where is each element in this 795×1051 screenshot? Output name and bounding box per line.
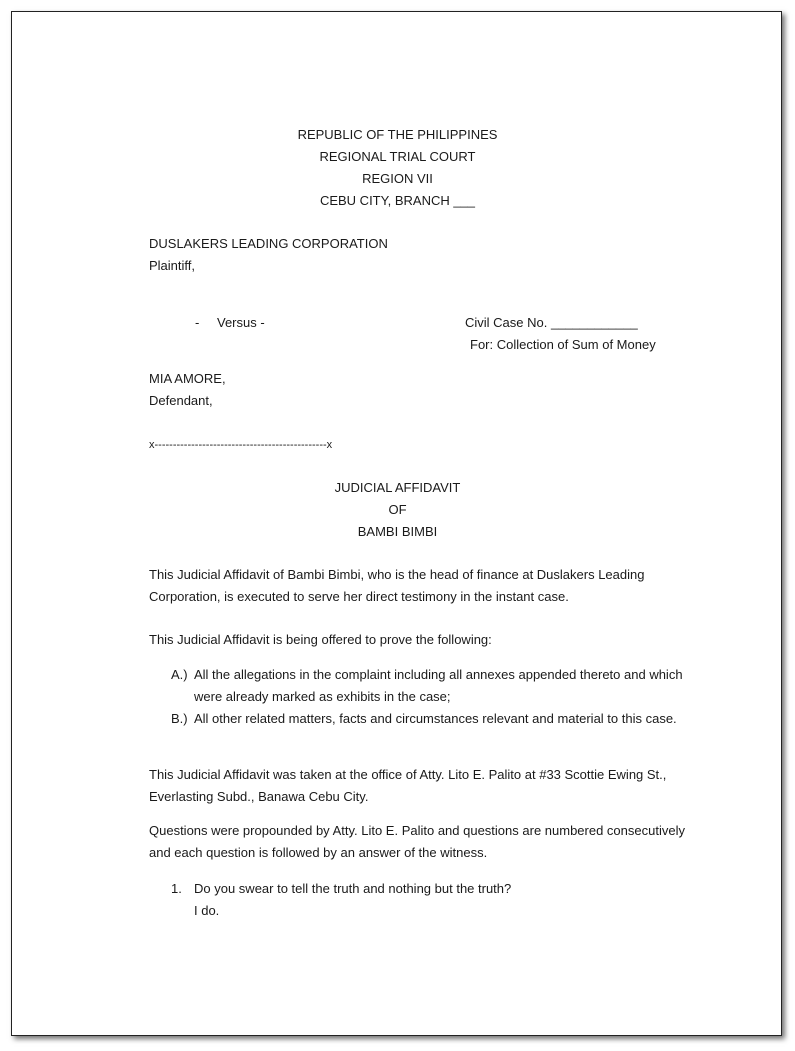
header-region: REGION VII — [362, 171, 433, 186]
plaintiff-label: Plaintiff, — [149, 258, 196, 273]
list-item-b: All other related matters, facts and circumstances relevant and material to this case. — [194, 711, 677, 726]
header-branch: CEBU CITY, BRANCH ___ — [319, 193, 476, 208]
question-number-1: 1. — [171, 881, 182, 896]
affidavit-title: JUDICIAL AFFIDAVIT — [334, 480, 461, 495]
questions-paragraph: Questions were propounded by Atty. Lito E. Palito and questions are numbered consecutively and each question is followed by an answer of the witness. — [149, 823, 685, 860]
plaintiff-name: DUSLAKERS LEADING CORPORATION — [149, 236, 388, 251]
answer-1: I do. — [194, 903, 220, 918]
defendant-label: Defendant, — [149, 393, 213, 408]
document-page — [11, 11, 782, 1036]
location-paragraph: This Judicial Affidavit was taken at the office of Atty. Lito E. Palito at #33 Scottie Ewing St., Everlasting Subd., Banawa Cebu City. — [149, 767, 667, 804]
civil-case-number: Civil Case No. ____________ — [465, 315, 638, 330]
header-republic: REPUBLIC OF THE PHILIPPINES — [297, 127, 498, 142]
question-1: Do you swear to tell the truth and nothing but the truth? — [194, 881, 512, 896]
intro-paragraph: This Judicial Affidavit of Bambi Bimbi, who is the head of finance at Duslakers Leading Corporation, is executed to serve her direct testimony in the instant case. — [149, 567, 645, 604]
affidavit-of: OF — [388, 502, 407, 517]
list-marker-b: B.) — [171, 711, 188, 726]
purpose-paragraph: This Judicial Affidavit is being offered to prove the following: — [149, 632, 492, 647]
defendant-name: MIA AMORE, — [149, 371, 226, 386]
versus-dash: - — [195, 315, 200, 330]
header-court: REGIONAL TRIAL COURT — [319, 149, 476, 164]
versus-label: Versus - — [217, 315, 265, 330]
case-nature: For: Collection of Sum of Money — [470, 337, 656, 352]
list-item-a: All the allegations in the complaint including all annexes appended thereto and which were already marked as exhibits in the case; — [194, 667, 683, 704]
list-marker-a: A.) — [171, 667, 188, 682]
affiant-name: BAMBI BIMBI — [357, 524, 438, 539]
caption-separator: x-----------------------------------------------x — [149, 439, 333, 451]
